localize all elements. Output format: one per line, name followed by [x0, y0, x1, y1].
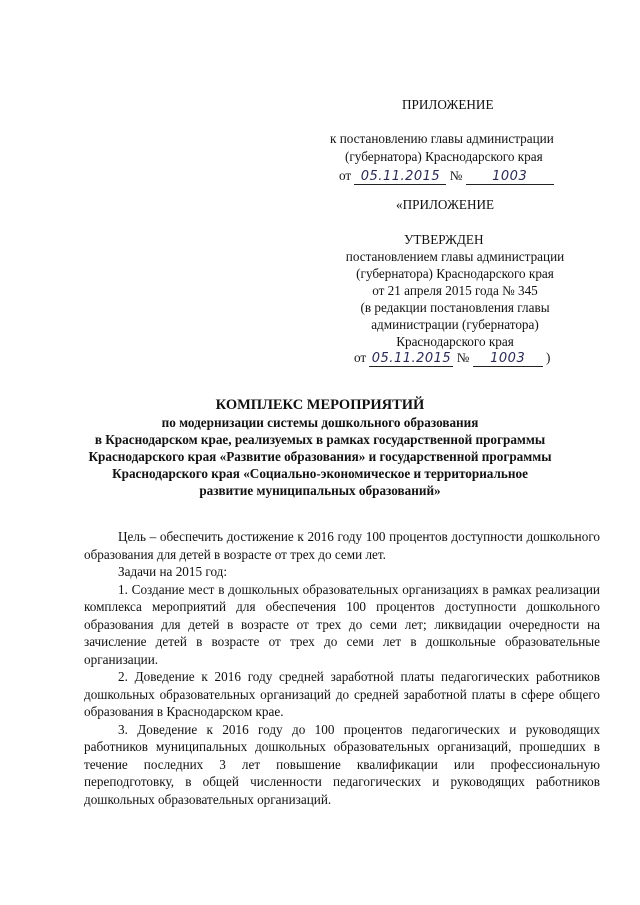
- approved-lines: [310, 248, 600, 350]
- body-paragraph: 3. Доведение к 2016 году до 100 процентов педагогических и руководящих работников муниципальных дошкольных образовательных организаций, прошедших в течение последних 3 лет повышение квалификации или профессиональную переподготовку, в общей численности педагогических и руководящих работников дошкольных образовательных организаций.: [84, 721, 600, 807]
- heading-line: Краснодарского края «Развитие образования» и государственной программы: [88, 449, 552, 464]
- appendix-number-handwritten: 1003: [466, 169, 554, 185]
- approved-close-paren: ): [545, 350, 551, 365]
- approved-from-label: от: [354, 350, 367, 365]
- heading-line: Краснодарского края «Социально-экономическое и территориальное: [112, 466, 528, 481]
- heading-line: развитие муниципальных образований»: [199, 483, 441, 498]
- body-paragraph: 2. Доведение к 2016 году средней заработной платы педагогических работников дошкольных образовательных организаций до средней заработной платы в сфере общего образования в Краснодарском крае.: [84, 669, 600, 719]
- approved-date-line: [354, 349, 550, 367]
- heading-title: КОМПЛЕКС МЕРОПРИЯТИЙ: [215, 397, 425, 413]
- appendix-from-label: от: [339, 168, 352, 183]
- approved-line: администрации (губернатора): [371, 317, 539, 332]
- body-paragraph: Задачи на 2015 год:: [118, 564, 228, 579]
- approved-number-handwritten: 1003: [473, 351, 543, 367]
- body-paragraph: Цель – обеспечить достижение к 2016 году 100 процентов доступности дошкольного образования для детей в возрасте от трех до семи лет.: [84, 529, 600, 562]
- appendix-title: ПРИЛОЖЕНИЕ: [402, 97, 494, 112]
- appendix-to-line-1: к постановлению главы администрации: [330, 131, 554, 146]
- document-heading: [60, 397, 580, 499]
- appendix-to-line-2: (губернатора) Краснодарского края: [345, 149, 543, 164]
- approved-date-handwritten: 05.11.2015: [369, 351, 453, 367]
- approved-line: (губернатора) Краснодарского края: [356, 266, 554, 281]
- appendix-date-handwritten: 05.11.2015: [354, 169, 446, 185]
- appendix-number-label: №: [449, 168, 463, 183]
- approved-line: (в редакции постановления главы: [360, 300, 550, 315]
- heading-line: по модернизации системы дошкольного образования: [161, 415, 479, 430]
- approved-quote-title: «ПРИЛОЖЕНИЕ: [396, 197, 495, 212]
- approved-line: от 21 апреля 2015 года № 345: [372, 283, 538, 298]
- heading-line: в Краснодарском крае, реализуемых в рамках государственной программы: [94, 432, 546, 447]
- body-paragraph: 1. Создание мест в дошкольных образовательных организациях в рамках реализации комплекса мероприятий для обеспечения 100 процентов доступности дошкольного образования для детей в возрасте от трех до семи лет; ликвидации очередности на зачисление детей в возрасте от трех до семи лет в дошкольные образовательные организации.: [84, 581, 600, 667]
- approved-number-label: №: [456, 350, 470, 365]
- appendix-date-line: [339, 167, 554, 185]
- approved-line: Краснодарского края: [396, 334, 514, 349]
- approved-heading: УТВЕРЖДЕН: [404, 232, 484, 247]
- document-body: [84, 528, 600, 808]
- approved-line: постановлением главы администрации: [345, 249, 565, 264]
